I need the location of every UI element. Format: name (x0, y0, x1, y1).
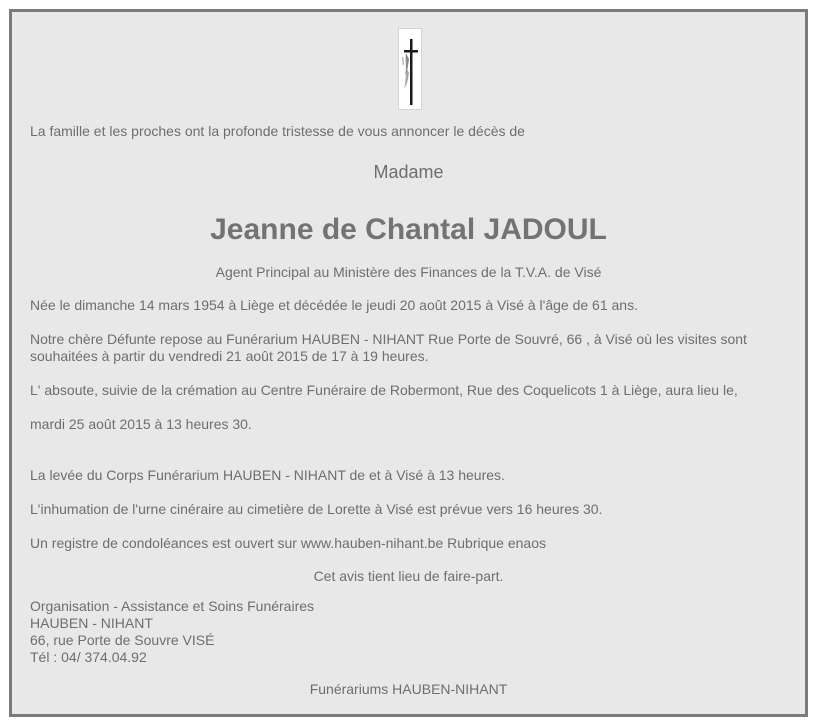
organisation-phone: Tél : 04/ 374.04.92 (30, 649, 147, 665)
organisation-name: HAUBEN - NIHANT (30, 615, 153, 631)
obituary-card (9, 9, 808, 717)
cross-icon (398, 28, 422, 110)
footer-signature: Funérariums HAUBEN-NIHANT (309, 681, 508, 697)
departure-text: La levée du Corps Funérarium HAUBEN - NIHANT de et à Visé à 13 heures. (30, 467, 505, 483)
notice-text: Cet avis tient lieu de faire-part. (313, 568, 504, 584)
birth-death-text: Née le dimanche 14 mars 1954 à Liège et décédée le jeudi 20 août 2015 à Visé à l'âge de 61 ans. (30, 297, 638, 313)
rest-text-line1: Notre chère Défunte repose au Funérarium HAUBEN - NIHANT Rue Porte de Souvré, 66 , à Visé où les visites sont (30, 331, 747, 347)
rest-text-line2: souhaitées à partir du vendredi 21 août 2015 de 17 à 19 heures. (30, 348, 429, 364)
burial-text: L'inhumation de l'urne cinéraire au cimetière de Lorette à Visé est prévue vers 16 heures 30. (30, 501, 603, 517)
occupation-text: Agent Principal au Ministère des Finances de la T.V.A. de Visé (215, 264, 602, 280)
organisation-address: 66, rue Porte de Souvre VISÉ (30, 632, 215, 648)
intro-text: La famille et les proches ont la profonde tristesse de vous annoncer le décès de (30, 123, 525, 139)
organisation-line: Organisation - Assistance et Soins Funéraires (30, 598, 315, 614)
ceremony-text: L' absoute, suivie de la crémation au Centre Funéraire de Robermont, Rue des Coquelicots 1 à Liège, aura lieu le, (30, 382, 738, 398)
deceased-name: Jeanne de Chantal JADOUL (210, 213, 607, 246)
organisation-block (30, 598, 314, 666)
honorific-title: Madame (373, 162, 444, 182)
condolences-text: Un registre de condoléances est ouvert sur www.hauben-nihant.be Rubrique enaos (30, 535, 546, 551)
ceremony-date-text: mardi 25 août 2015 à 13 heures 30. (30, 416, 252, 432)
